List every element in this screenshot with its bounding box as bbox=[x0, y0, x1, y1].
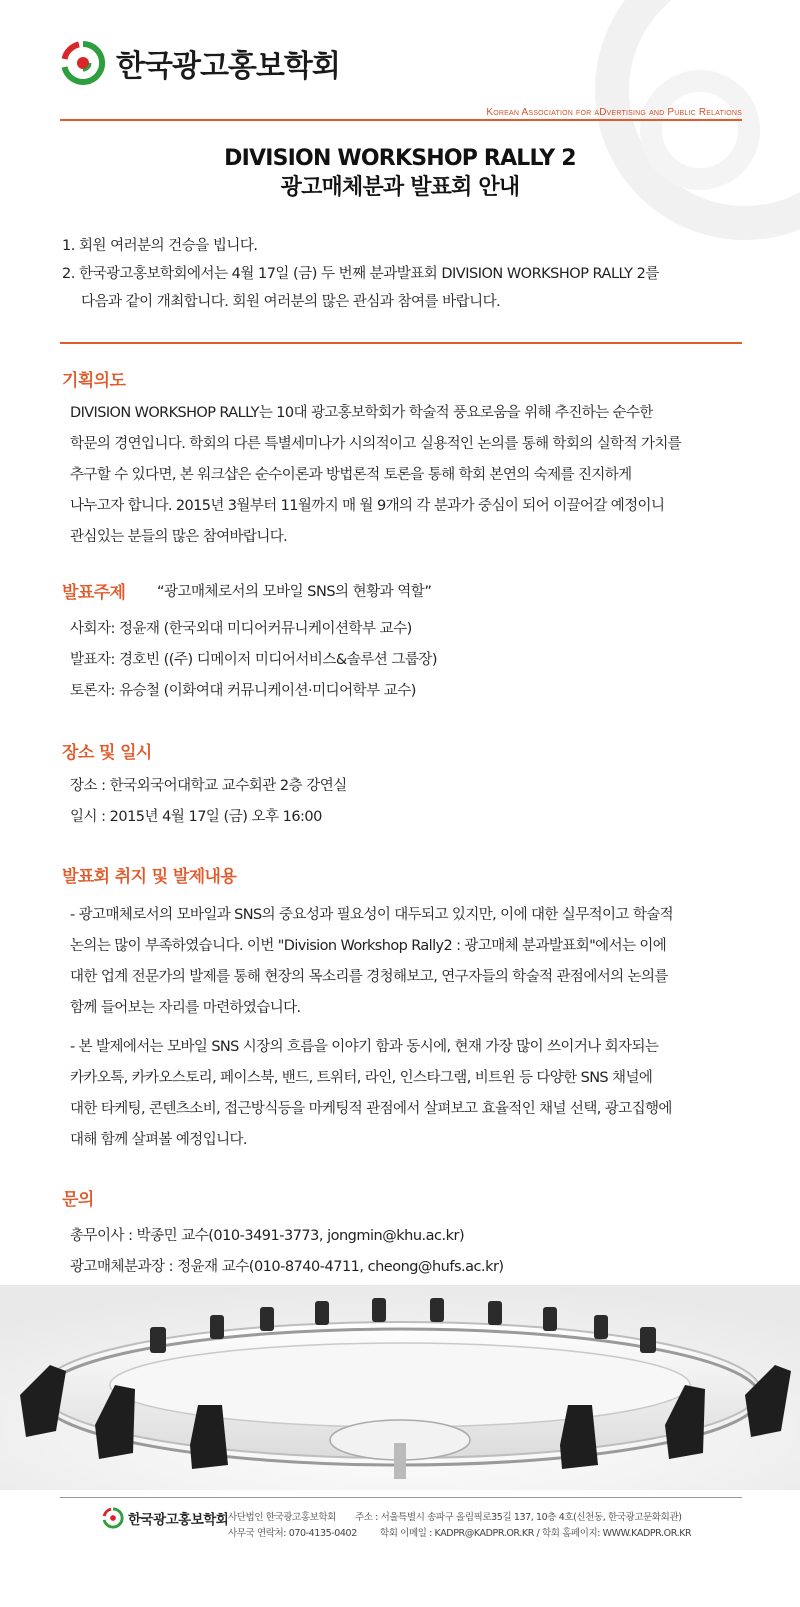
inquiry-contacts bbox=[70, 1221, 504, 1283]
footer-divider bbox=[60, 1497, 742, 1498]
footer-phone: 사무국 연락처: 070-4135-0402 bbox=[228, 1528, 357, 1539]
purpose-line: 논의는 많이 부족하였습니다. 이번 "Division Workshop Rally2 : 광고매체 분과발표회"에서는 이에 bbox=[70, 938, 667, 954]
inquiry-contact-2: 광고매체분과장 : 정윤재 교수(010-8740-4711, cheong@hufs.ac.kr) bbox=[70, 1259, 504, 1275]
planning-line: 관심있는 분들의 많은 참여바랍니다. bbox=[70, 529, 288, 545]
purpose-line: - 광고매체로서의 모바일과 SNS의 중요성과 필요성이 대두되고 있지만, 이에 대한 실무적이고 학술적 bbox=[70, 907, 674, 923]
planning-line: 나누고자 합니다. 2015년 3월부터 11월까지 매 월 9개의 각 분과가 중심이 되어 이끌어갈 예정이니 bbox=[70, 498, 665, 514]
purpose-line: 함께 들어보는 자리를 마련하였습니다. bbox=[70, 1000, 301, 1016]
footer bbox=[0, 1507, 800, 1607]
page-title bbox=[0, 145, 800, 203]
inquiry-contact-1: 총무이사 : 박종민 교수(010-3491-3773, jongmin@khu.ac.kr) bbox=[70, 1228, 465, 1244]
purpose-text bbox=[70, 900, 740, 1164]
planning-line: 학문의 경연입니다. 학회의 다른 특별세미나가 시의적이고 실용적인 논의를 통해 학회의 실학적 가치를 bbox=[70, 436, 682, 452]
moderator: 사회자: 정윤재 (한국외대 미디어커뮤니케이션학부 교수) bbox=[70, 621, 412, 637]
header-divider bbox=[60, 119, 742, 121]
purpose-paragraph-2 bbox=[70, 1032, 740, 1156]
purpose-line: 대해 함께 살펴볼 예정입니다. bbox=[70, 1132, 247, 1148]
venue-details bbox=[70, 771, 347, 833]
intro-list bbox=[62, 232, 740, 316]
venue-datetime: 일시 : 2015년 4월 17일 (금) 오후 16:00 bbox=[70, 809, 322, 825]
topic-quote: “광고매체로서의 모바일 SNS의 현황과 역할” bbox=[157, 584, 432, 600]
topic-heading: 발표주제 bbox=[62, 583, 126, 603]
footer-legal-name: 사단법인 한국광고홍보학회 bbox=[228, 1512, 336, 1523]
venue-place: 장소 : 한국외국어대학교 교수회관 2층 강연실 bbox=[70, 778, 347, 794]
header bbox=[60, 40, 340, 86]
intro-item-1: 1. 회원 여러분의 건승을 빕니다. bbox=[62, 238, 258, 254]
purpose-line: - 본 발제에서는 모바일 SNS 시장의 흐름을 이야기 함과 동시에, 현재 가장 많이 쓰이거나 회자되는 bbox=[70, 1039, 659, 1055]
purpose-line: 카카오톡, 카카오스토리, 페이스북, 밴드, 트위터, 라인, 인스타그램, 비트윈 등 다양한 SNS 채널에 bbox=[70, 1070, 653, 1086]
section-divider bbox=[60, 342, 742, 344]
footer-org-name: 한국광고홍보학회 bbox=[128, 1512, 229, 1528]
purpose-line: 대한 업계 전문가의 발제를 통해 현장의 목소리를 경청해보고, 연구자들의 학술적 관점에서의 논의를 bbox=[70, 969, 668, 985]
footer-email-web: 학회 이메일 : KADPR@KADPR.OR.KR / 학회 홈페이지: WWW.KADPR.OR.KR bbox=[380, 1528, 692, 1539]
presenter: 발표자: 경호빈 ((주) 디메이저 미디어서비스&솔루션 그룹장) bbox=[70, 652, 438, 668]
planning-heading: 기획의도 bbox=[62, 371, 126, 391]
conference-table-image bbox=[0, 1285, 800, 1490]
footer-logo bbox=[102, 1507, 228, 1529]
purpose-paragraph-1 bbox=[70, 900, 740, 1024]
intro-item-2: 2. 한국광고홍보학회에서는 4월 17일 (금) 두 번째 분과발표회 DIVISION WORKSHOP RALLY 2를 bbox=[62, 266, 659, 282]
org-name: 한국광고홍보학회 bbox=[116, 49, 340, 84]
planning-text bbox=[70, 398, 740, 553]
venue-heading: 장소 및 일시 bbox=[62, 743, 152, 763]
english-name-bar bbox=[60, 108, 742, 122]
org-english-name: Korean Association for aDvertising and Public Relations bbox=[486, 107, 742, 118]
planning-line: 추구할 수 있다면, 본 워크샵은 순수이론과 방법론적 토론을 통해 학회 본연의 숙제를 진지하게 bbox=[70, 467, 632, 483]
footer-logo-icon bbox=[102, 1507, 124, 1529]
discussant: 토론자: 유승철 (이화여대 커뮤니케이션·미디어학부 교수) bbox=[70, 683, 416, 699]
planning-line: DIVISION WORKSHOP RALLY는 10대 광고홍보학회가 학술적 풍요로움을 위해 추진하는 순수한 bbox=[70, 405, 653, 421]
title-line-2: 광고매체분과 발표회 안내 bbox=[280, 175, 520, 200]
footer-address: 주소 : 서울특별시 송파구 올림픽로35길 137, 10층 4호(신천동, 한국광고문화회관) bbox=[355, 1512, 682, 1523]
purpose-line: 대한 타케팅, 콘텐츠소비, 접근방식등을 마케팅적 관점에서 살펴보고 효율적인 채널 선택, 광고집행에 bbox=[70, 1101, 672, 1117]
speaker-list bbox=[70, 614, 437, 707]
inquiry-heading: 문의 bbox=[62, 1190, 94, 1210]
purpose-heading: 발표회 취지 및 발제내용 bbox=[62, 867, 237, 887]
society-logo-icon bbox=[60, 40, 106, 86]
title-line-1: DIVISION WORKSHOP RALLY 2 bbox=[224, 146, 576, 171]
intro-item-2-cont: 다음과 같이 개최합니다. 회원 여러분의 많은 관심과 참여를 바랍니다. bbox=[81, 294, 501, 310]
